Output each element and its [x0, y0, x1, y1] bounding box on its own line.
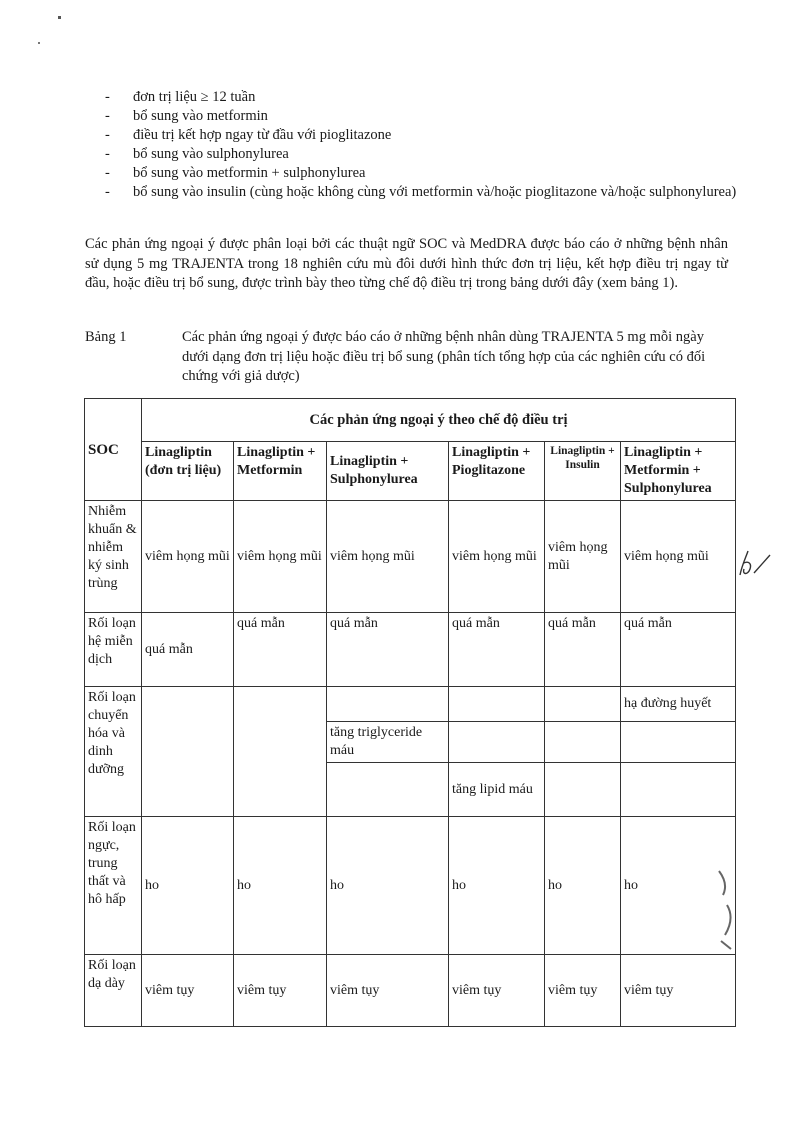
bullet-dash: - — [105, 146, 110, 162]
regimen-list — [105, 88, 745, 202]
regimen-header: Linagliptin + Pioglitazone — [449, 442, 545, 501]
table-cell: hạ đường huyết — [621, 687, 736, 722]
table-row — [85, 501, 736, 613]
intro-paragraph: Các phản ứng ngoại ý được phân loại bởi các thuật ngữ SOC và MedDRA được báo cáo ở những bệnh nhân sử dụng 5 mg TRAJENTA trong 18 nghiên cứu mù đôi dưới hình thức đơn trị liệu, kết hợp điều trị ngay từ đầu, hoặc điều trị bổ sung, được trình bày theo từng chế độ điều trị trong bảng dưới đây (xem bảng 1). — [85, 236, 728, 291]
list-item-text: đơn trị liệu ≥ 12 tuần — [133, 89, 256, 105]
table-cell-empty — [545, 722, 621, 763]
table-cell-empty — [621, 722, 736, 763]
table-cell: ho — [327, 817, 449, 955]
table-cell: viêm họng mũi — [327, 501, 449, 613]
table-cell: quá mẫn — [234, 613, 327, 687]
table-caption-text: Các phản ứng ngoại ý được báo cáo ở những bệnh nhân dùng TRAJENTA 5 mg mỗi ngày dưới dạng đơn trị liệu hoặc điều trị bổ sung (phân tích tổng hợp của các nghiên cứu có đối chứng với giả dược) — [182, 329, 706, 384]
table-cell: viêm họng mũi — [621, 501, 736, 613]
table-cell-empty — [545, 763, 621, 817]
soc-cell: Rối loạn chuyển hóa và dinh dưỡng — [85, 687, 142, 817]
list-item — [105, 164, 745, 183]
table-cell: ho — [449, 817, 545, 955]
table-cell: quá mẫn — [449, 613, 545, 687]
table-cell: viêm họng mũi — [449, 501, 545, 613]
table-row — [85, 817, 736, 955]
table-cell: viêm tụy — [234, 955, 327, 1027]
table-cell-empty — [449, 722, 545, 763]
table-cell: ho — [545, 817, 621, 955]
list-item-text: điều trị kết hợp ngay từ đầu với pioglitazone — [133, 127, 392, 143]
table-cell: ho — [621, 817, 736, 955]
table-cell: viêm tụy — [327, 955, 449, 1027]
regimen-header: Linagliptin (đơn trị liệu) — [142, 442, 234, 501]
list-item-text: bổ sung vào metformin — [133, 108, 268, 124]
soc-cell: Rối loạn ngực, trung thất và hô hấp — [85, 817, 142, 955]
table-cell: viêm họng mũi — [142, 501, 234, 613]
regimen-header-row — [85, 442, 736, 501]
table-cell-empty — [545, 687, 621, 722]
table-cell: quá mẫn — [545, 613, 621, 687]
bullet-dash: - — [105, 108, 110, 124]
list-item — [105, 107, 745, 126]
table-cell-empty — [234, 687, 327, 817]
list-item — [105, 145, 745, 164]
regimen-header: Linagliptin + Metformin + Sulphonylurea — [621, 442, 736, 501]
bullet-dash: - — [105, 127, 110, 143]
table-cell: quá mẫn — [327, 613, 449, 687]
bullet-dash: - — [105, 89, 110, 105]
table-cell-empty — [142, 687, 234, 817]
table-cell: quá mẫn — [621, 613, 736, 687]
regimen-header: Linagliptin + Metformin — [234, 442, 327, 501]
list-item — [105, 183, 745, 202]
soc-cell: Rối loạn dạ dày — [85, 955, 142, 1027]
list-item — [105, 126, 745, 145]
table-cell: quá mẫn — [142, 613, 234, 687]
table-caption-label: Bảng 1 — [85, 329, 127, 345]
table-cell-empty — [449, 687, 545, 722]
soc-header: SOC — [85, 399, 142, 501]
regimen-header: Linagliptin + Insulin — [545, 442, 621, 501]
regimen-group-header: Các phản ứng ngoại ý theo chế độ điều trị — [142, 399, 736, 442]
regimen-header: Linagliptin + Sulphonylurea — [327, 442, 449, 501]
adverse-reactions-table — [84, 398, 736, 1027]
table-cell: ho — [234, 817, 327, 955]
table-cell: viêm tụy — [621, 955, 736, 1027]
list-item — [105, 88, 745, 107]
stamp-mark — [705, 865, 745, 955]
table-cell-empty — [327, 763, 449, 817]
table-cell: tăng lipid máu — [449, 763, 545, 817]
soc-cell: Rối loạn hệ miễn dịch — [85, 613, 142, 687]
table-cell: viêm tụy — [545, 955, 621, 1027]
table-cell-empty — [621, 763, 736, 817]
table-row — [85, 955, 736, 1027]
table-cell-empty — [327, 687, 449, 722]
soc-cell: Nhiễm khuẩn & nhiễm ký sinh trùng — [85, 501, 142, 613]
table-cell: viêm tụy — [142, 955, 234, 1027]
list-item-text: bổ sung vào sulphonylurea — [133, 146, 289, 162]
list-item-text: bổ sung vào insulin (cùng hoặc không cùng với metformin và/hoặc pioglitazone và/hoặc sulphonylurea) — [133, 184, 737, 200]
bullet-dash: - — [105, 184, 110, 200]
table-cell: tăng triglyceride máu — [327, 722, 449, 763]
scan-speck — [58, 16, 61, 19]
list-item-text: bổ sung vào metformin + sulphonylurea — [133, 165, 366, 181]
table-header-row — [85, 399, 736, 442]
table-cell: viêm tụy — [449, 955, 545, 1027]
table-row — [85, 687, 736, 722]
table-row — [85, 613, 736, 687]
table-cell: ho — [142, 817, 234, 955]
table-cell: viêm họng mũi — [234, 501, 327, 613]
bullet-dash: - — [105, 165, 110, 181]
table-cell: viêm họng mũi — [545, 501, 621, 613]
scan-speck — [38, 42, 40, 44]
handwritten-initial — [732, 545, 774, 581]
